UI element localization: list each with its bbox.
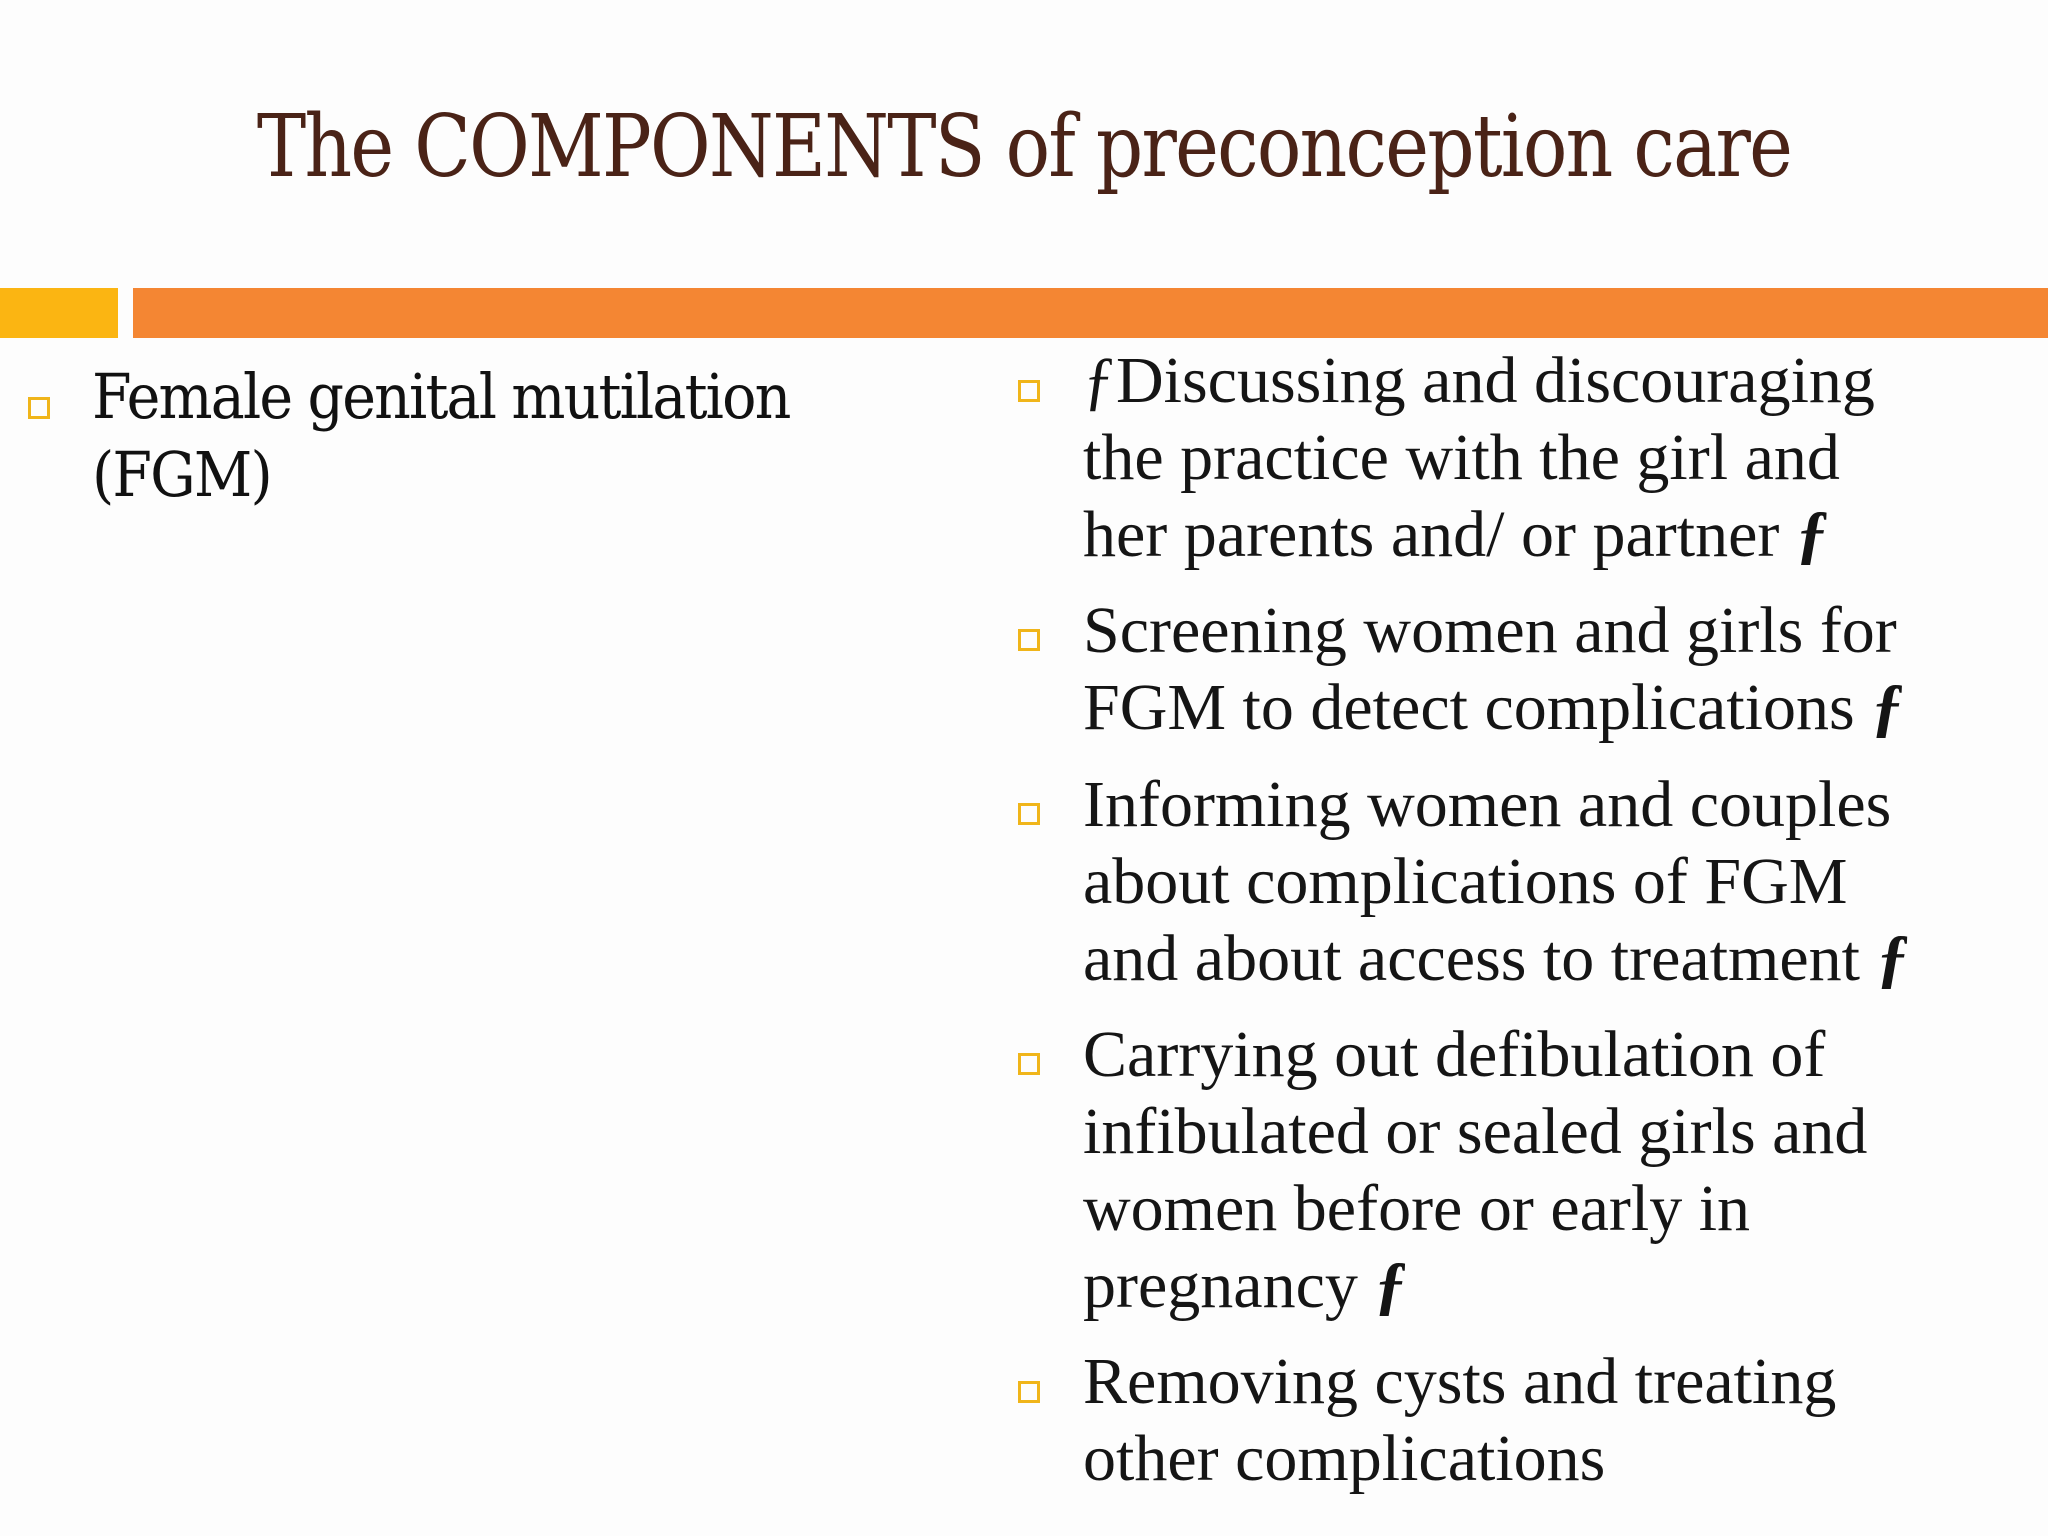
right-bullet-item [1083,592,2023,746]
left-bullet-line: (FGM) [92,438,271,511]
square-bullet-icon [28,397,50,419]
bullet-line: about complications of FGM [1083,845,1848,918]
accent-bar-right [133,288,2048,338]
bullet-line: Removing cysts and treating [1083,1345,1837,1418]
square-bullet-icon [1018,629,1040,651]
left-bullet-line: Female genital mutilation [92,360,790,433]
bullet-line: and about access to treatment ƒ [1083,922,1910,995]
bullet-line: her parents and/ or partner ƒ [1083,498,1829,571]
bullet-line: Screening women and girls for [1083,594,1897,667]
right-bullet-item [1083,766,2023,997]
bullet-line: Informing women and couples [1083,768,1892,841]
right-bullet-item [1083,1016,2023,1324]
right-bullet-item [1083,1343,2023,1497]
square-bullet-icon [1018,1381,1040,1403]
bullet-line: infibulated or sealed girls and [1083,1095,1868,1168]
slide-title: The COMPONENTS of preconception care [256,97,1792,197]
bullet-line: FGM to detect complications ƒ [1083,671,1905,744]
right-bullet-item [1083,342,2023,573]
bullet-line: pregnancy ƒ [1083,1249,1408,1322]
left-bullet-text [92,358,865,514]
bullet-line: ƒDiscussing and discouraging [1083,344,1875,417]
accent-bar-left [0,288,118,338]
bullet-line: women before or early in [1083,1172,1751,1245]
square-bullet-icon [1018,1053,1040,1075]
bullet-line: Carrying out defibulation of [1083,1018,1826,1091]
square-bullet-icon [1018,380,1040,402]
bullet-line: other complications [1083,1422,1606,1495]
square-bullet-icon [1018,803,1040,825]
bullet-line: the practice with the girl and [1083,421,1840,494]
